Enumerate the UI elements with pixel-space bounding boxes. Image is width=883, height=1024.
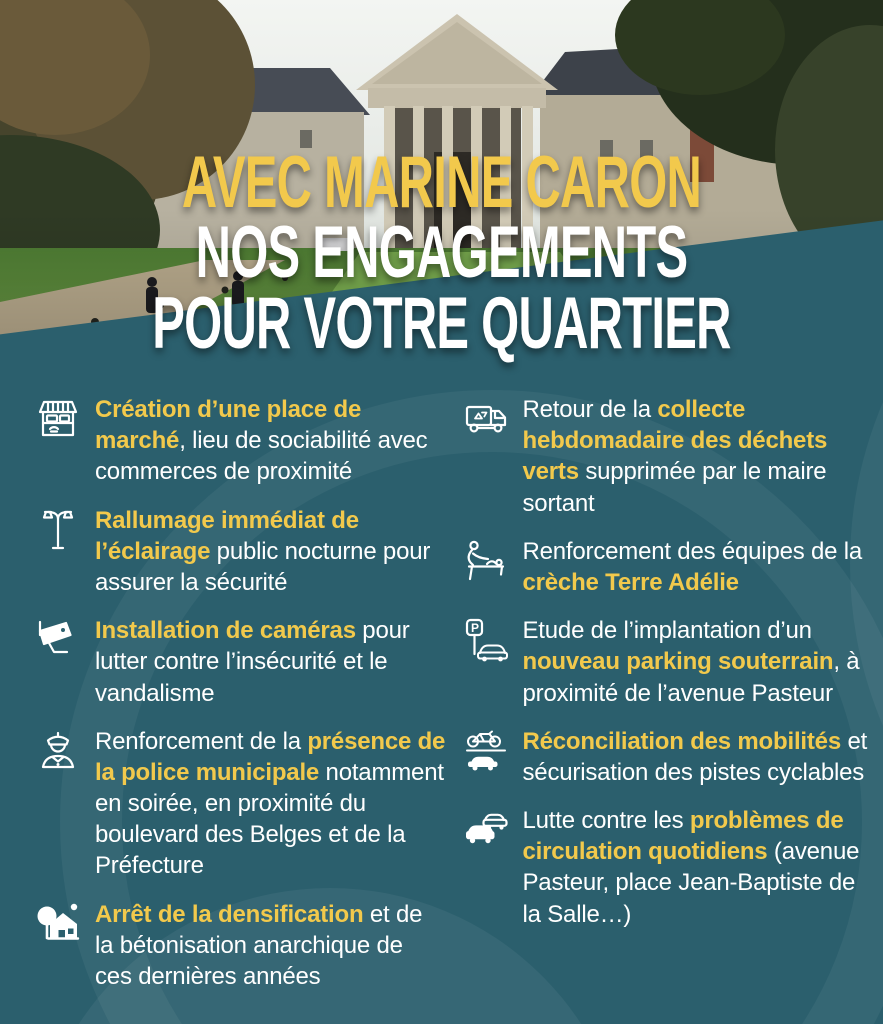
text-segment: Arrêt de la densification: [95, 900, 364, 928]
list-item: [462, 726, 874, 788]
list-item: [34, 394, 446, 488]
text-segment: pour lutter contre l’insécurité et le vandalisme: [95, 617, 410, 707]
item-text: [523, 394, 874, 519]
text-segment: crèche Terre Adélie: [522, 568, 739, 596]
text-segment: Renforcement des équipes de la: [522, 537, 863, 565]
text-segment: Réconciliation des mobilités: [522, 727, 841, 755]
item-text: [523, 726, 874, 788]
title-line-3: POUR VOTRE QUARTIER: [152, 281, 731, 365]
page-title: [0, 141, 883, 365]
cctv-camera-icon: [34, 616, 82, 664]
text-segment: , à proximité de l’avenue Pasteur: [522, 648, 860, 707]
item-text: [95, 615, 446, 709]
text-segment: Installation de caméras: [95, 617, 356, 645]
text-segment: présence de la police municipale: [95, 727, 446, 786]
item-text: [95, 394, 446, 488]
list-item: [34, 899, 446, 993]
text-segment: Renforcement de la: [95, 727, 308, 755]
title-line-2: NOS ENGAGEMENTS: [195, 211, 688, 295]
list-item: [462, 536, 874, 598]
traffic-jam-icon: [462, 806, 510, 854]
text-segment: supprimée par le maire sortant: [522, 458, 827, 517]
commitments-list: [0, 394, 883, 1024]
bike-car-icon: [462, 727, 510, 775]
text-segment: collecte hebdomadaire des déchets verts: [522, 396, 828, 486]
street-lamp-icon: [34, 506, 82, 554]
text-segment: Création d’une place de marché: [95, 396, 362, 455]
list-item: [462, 394, 874, 519]
text-segment: et sécurisation des pistes cyclables: [522, 727, 868, 786]
hero-photo: [0, 0, 883, 380]
item-text: [95, 726, 446, 882]
text-segment: Rallumage immédiat de l’éclairage: [95, 506, 359, 565]
title-line-1: AVEC MARINE CARON: [181, 141, 702, 224]
garbage-truck-icon: [462, 395, 510, 443]
text-segment: (avenue Pasteur, place Jean-Baptiste de la Salle…): [522, 838, 860, 928]
list-item: [34, 505, 446, 599]
market-stall-icon: [34, 395, 82, 443]
text-segment: public nocturne pour assurer la sécurité: [95, 537, 431, 596]
list-item: [34, 615, 446, 709]
childcare-icon: [462, 537, 510, 585]
list-item: [462, 805, 874, 930]
item-text: [523, 805, 874, 930]
text-segment: Retour de la: [522, 396, 658, 423]
parking-icon: [462, 616, 510, 664]
svg-text:P: P: [470, 621, 479, 636]
text-segment: problèmes de circulation quotidiens: [522, 807, 844, 866]
police-officer-icon: [34, 727, 82, 775]
item-text: [95, 505, 446, 599]
list-item: [462, 615, 874, 709]
text-segment: et de la bétonisation anarchique de ces dernières années: [95, 900, 423, 990]
text-segment: notamment en soirée, en proximité du boulevard des Belges et de la Préfecture: [95, 758, 444, 880]
item-text: [95, 899, 446, 993]
text-segment: , lieu de sociabilité avec commerces de proximité: [95, 427, 428, 486]
text-segment: Lutte contre les: [522, 807, 690, 835]
column-right: [462, 394, 874, 1024]
item-text: [523, 615, 874, 709]
text-segment: nouveau parking souterrain: [522, 648, 834, 676]
text-segment: Etude de l’implantation d’un: [522, 617, 812, 645]
column-left: [34, 394, 446, 1024]
list-item: [34, 726, 446, 882]
item-text: [523, 536, 874, 598]
house-tree-icon: [34, 900, 82, 948]
